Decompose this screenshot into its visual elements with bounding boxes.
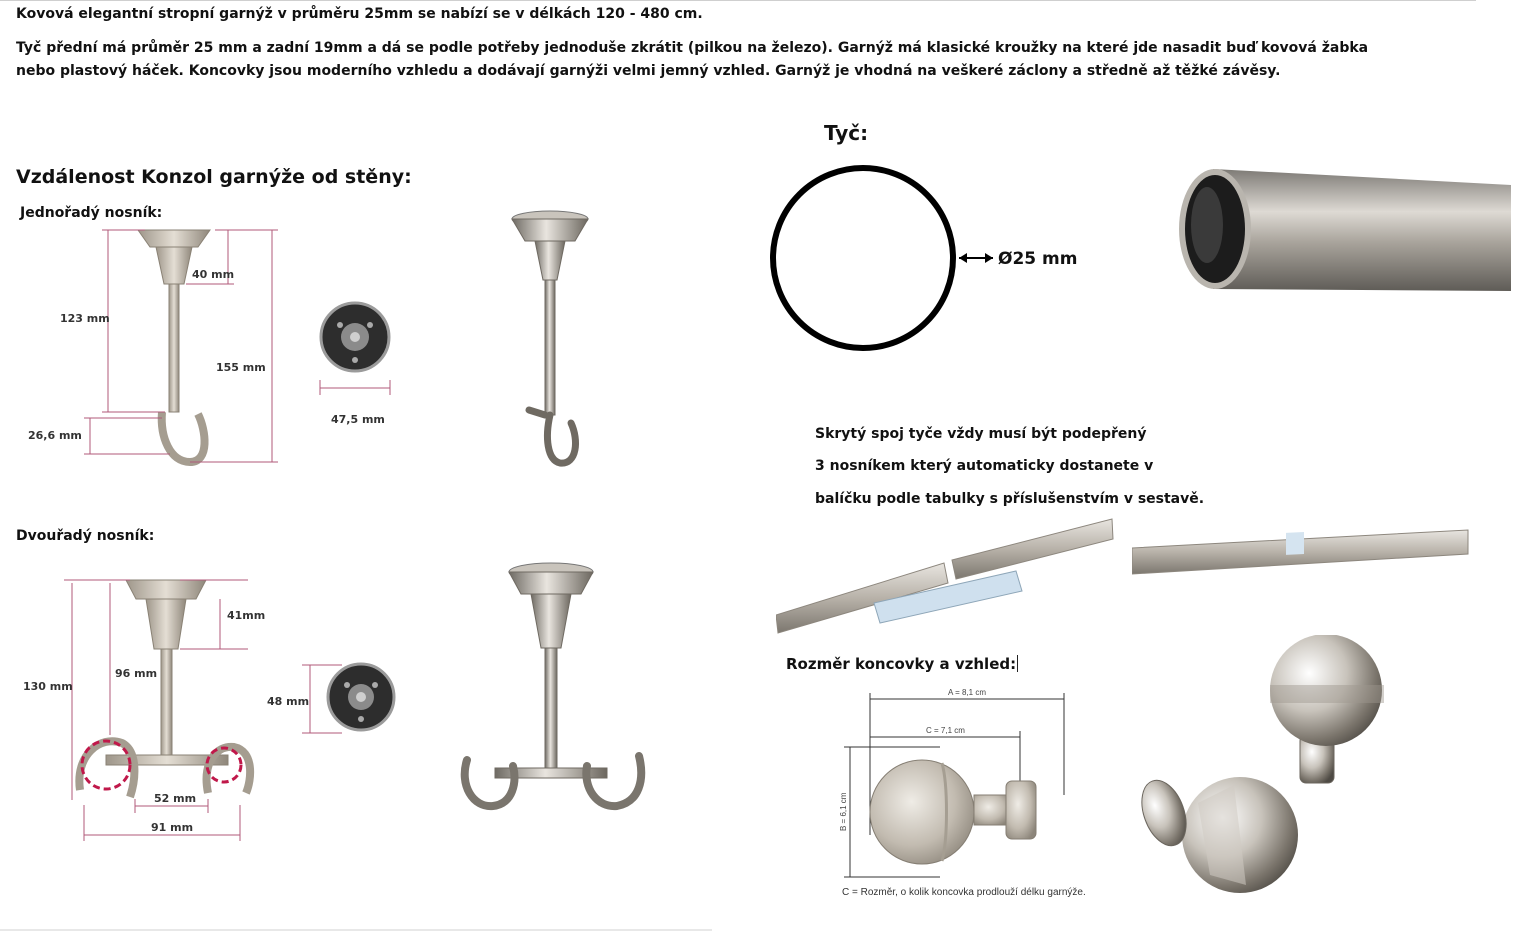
joint-note-1: Skrytý spoj tyče vždy musí být podepřený xyxy=(815,426,1147,442)
rod-cross-section xyxy=(765,160,1095,360)
single-bracket-photo xyxy=(505,205,595,475)
double-bracket-diagram xyxy=(20,575,300,845)
single-bracket-diagram xyxy=(20,222,290,472)
dim-91: 91 mm xyxy=(151,821,194,834)
rod-heading: Tyč: xyxy=(824,121,869,145)
dim-26: 26,6 mm xyxy=(28,429,82,442)
intro-paragraph: Tyč přední má průměr 25 mm a zadní 19mm a dá se podle potřeby jednoduše zkrátit (pilkou na železo). Garnýž má klasické kroužky na které jde nasadit buď kovová žabka nebo plastový háček. Koncovky jsou moderního vzhledu a dodávají garnýži velmi jemný vzhled. Garnýž je vhodná na veškeré záclony a středně až těžké závěsy. xyxy=(16,40,1369,79)
rod-diameter-label: Ø25 mm xyxy=(998,249,1078,269)
rod-photo xyxy=(1175,165,1515,295)
brackets-heading: Vzdálenost Konzol garnýže od stěny: xyxy=(16,166,412,188)
dim-41: 41mm xyxy=(227,609,266,622)
double-plate-diagram xyxy=(262,655,402,740)
intro-line-1: Kovová elegantní stropní garnýž v průměru 25mm se nabízí se v délkách 120 - 480 cm. xyxy=(16,6,703,22)
endcap-caption: C = Rozměr, o kolik koncovka prodlouží délku garnýže. xyxy=(842,887,1086,898)
dim-52: 52 mm xyxy=(154,792,197,805)
endcap-heading: Rozměr koncovky a vzhled: xyxy=(786,655,1017,673)
endcap-dim-b: B = 6,1 cm xyxy=(839,792,848,831)
dim-123: 123 mm xyxy=(60,312,110,325)
endcap-dim-a: A = 8,1 cm xyxy=(948,688,987,697)
dim-155: 155 mm xyxy=(216,361,266,374)
double-bracket-photo xyxy=(455,560,655,820)
plate-dim-double: 48 mm xyxy=(267,695,310,708)
single-plate-diagram xyxy=(310,295,405,435)
top-divider xyxy=(0,0,1476,1)
joint-note-2: 3 nosníkem který automaticky dostanete v xyxy=(815,458,1154,474)
plate-dim-single: 47,5 mm xyxy=(331,413,385,426)
single-bracket-label: Jednořadý nosník: xyxy=(20,205,163,221)
endcap-dim-c: C = 7,1 cm xyxy=(926,726,965,735)
joint-note-3: balíčku podle tabulky s příslušenstvím v sestavě. xyxy=(815,491,1205,507)
dim-96: 96 mm xyxy=(115,667,158,680)
dim-40: 40 mm xyxy=(192,268,235,281)
endcap-dimension-diagram xyxy=(830,685,1090,900)
dim-130: 130 mm xyxy=(23,680,73,693)
endcap-photo xyxy=(1138,635,1398,905)
double-bracket-label: Dvouřadý nosník: xyxy=(16,528,155,544)
bottom-divider xyxy=(0,929,712,931)
rod-joint-photo-open xyxy=(776,515,1116,635)
rod-joint-photo-closed xyxy=(1132,528,1472,586)
